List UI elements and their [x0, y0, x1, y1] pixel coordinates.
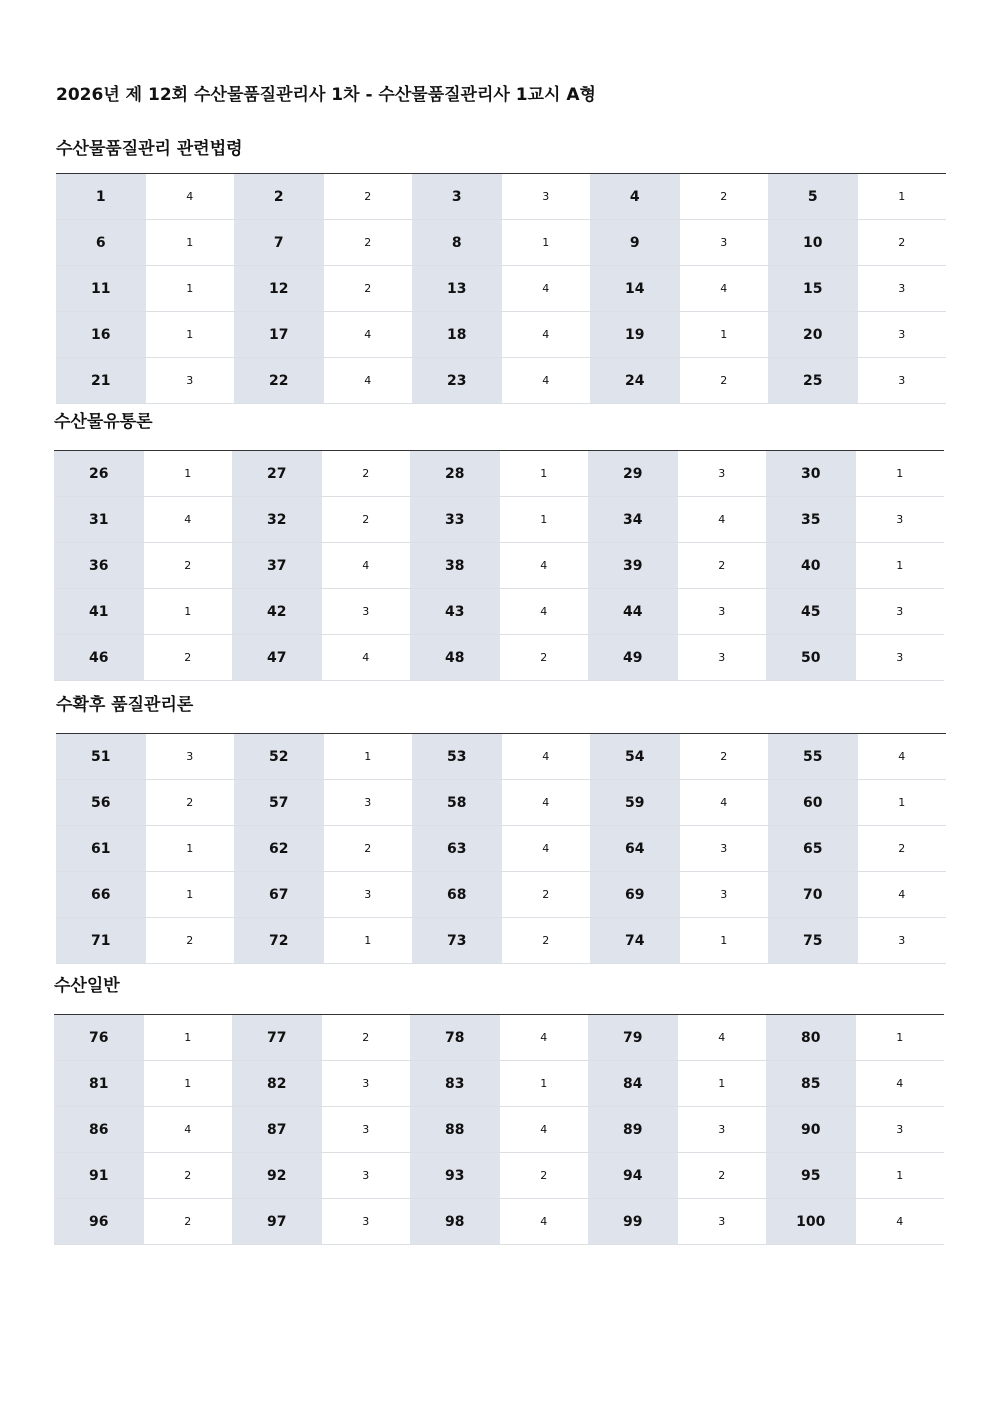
- answer-cell: 4: [500, 1199, 589, 1245]
- answer-cell: 2: [680, 358, 769, 404]
- question-number-cell: 98: [410, 1199, 500, 1245]
- table-row: [54, 635, 944, 681]
- question-number-cell: 42: [232, 589, 322, 635]
- question-number-cell: 66: [56, 872, 146, 918]
- answer-cell: 3: [680, 872, 769, 918]
- answer-cell: 1: [146, 872, 235, 918]
- table-row: [54, 1199, 944, 1245]
- question-number-cell: 83: [410, 1061, 500, 1107]
- question-number-cell: 31: [54, 497, 144, 543]
- question-number-cell: 49: [588, 635, 678, 681]
- question-number-cell: 12: [234, 266, 324, 312]
- answer-cell: 3: [146, 734, 235, 780]
- question-number-cell: 51: [56, 734, 146, 780]
- answer-cell: 2: [146, 780, 235, 826]
- question-number-cell: 33: [410, 497, 500, 543]
- question-number-cell: 61: [56, 826, 146, 872]
- question-number-cell: 20: [768, 312, 858, 358]
- answer-cell: 1: [500, 1061, 589, 1107]
- table-row: [56, 734, 946, 780]
- question-number-cell: 70: [768, 872, 858, 918]
- question-number-cell: 1: [56, 174, 146, 220]
- section-title: 수산물품질관리 관련법령: [56, 139, 243, 159]
- question-number-cell: 93: [410, 1153, 500, 1199]
- question-number-cell: 10: [768, 220, 858, 266]
- question-number-cell: 95: [766, 1153, 856, 1199]
- answer-cell: 2: [858, 220, 947, 266]
- table-row: [56, 358, 946, 404]
- question-number-cell: 24: [590, 358, 680, 404]
- question-number-cell: 21: [56, 358, 146, 404]
- question-number-cell: 100: [766, 1199, 856, 1245]
- answer-cell: 1: [146, 220, 235, 266]
- table-row: [56, 872, 946, 918]
- question-number-cell: 25: [768, 358, 858, 404]
- answer-cell: 3: [858, 312, 947, 358]
- answer-cell: 3: [678, 1199, 767, 1245]
- answer-cell: 4: [502, 358, 591, 404]
- table-row: [54, 543, 944, 589]
- answer-cell: 3: [322, 1153, 411, 1199]
- answer-cell: 3: [856, 635, 945, 681]
- answer-cell: 3: [856, 497, 945, 543]
- question-number-cell: 36: [54, 543, 144, 589]
- question-number-cell: 15: [768, 266, 858, 312]
- question-number-cell: 87: [232, 1107, 322, 1153]
- answer-cell: 4: [502, 734, 591, 780]
- question-number-cell: 17: [234, 312, 324, 358]
- answer-cell: 2: [502, 918, 591, 964]
- question-number-cell: 88: [410, 1107, 500, 1153]
- question-number-cell: 94: [588, 1153, 678, 1199]
- answer-cell: 1: [324, 734, 413, 780]
- answer-cell: 1: [502, 220, 591, 266]
- question-number-cell: 34: [588, 497, 678, 543]
- table-row: [56, 220, 946, 266]
- question-number-cell: 81: [54, 1061, 144, 1107]
- answer-cell: 3: [146, 358, 235, 404]
- answer-cell: 4: [502, 826, 591, 872]
- answer-cell: 3: [322, 1199, 411, 1245]
- question-number-cell: 74: [590, 918, 680, 964]
- question-number-cell: 13: [412, 266, 502, 312]
- question-number-cell: 92: [232, 1153, 322, 1199]
- answer-cell: 4: [856, 1061, 945, 1107]
- question-number-cell: 90: [766, 1107, 856, 1153]
- answer-cell: 3: [324, 780, 413, 826]
- answer-cell: 2: [500, 1153, 589, 1199]
- question-number-cell: 89: [588, 1107, 678, 1153]
- answer-cell: 4: [500, 543, 589, 589]
- question-number-cell: 63: [412, 826, 502, 872]
- answer-cell: 3: [322, 1107, 411, 1153]
- answer-cell: 3: [322, 589, 411, 635]
- question-number-cell: 99: [588, 1199, 678, 1245]
- question-number-cell: 18: [412, 312, 502, 358]
- table-row: [54, 589, 944, 635]
- table-row: [54, 1015, 944, 1061]
- question-number-cell: 39: [588, 543, 678, 589]
- answer-cell: 1: [146, 266, 235, 312]
- answer-cell: 3: [678, 1107, 767, 1153]
- answer-cell: 4: [500, 1015, 589, 1061]
- question-number-cell: 6: [56, 220, 146, 266]
- answer-cell: 2: [144, 635, 233, 681]
- question-number-cell: 9: [590, 220, 680, 266]
- question-number-cell: 8: [412, 220, 502, 266]
- answer-cell: 2: [500, 635, 589, 681]
- answer-cell: 1: [500, 497, 589, 543]
- section-title: 수산물유통론: [54, 412, 153, 432]
- answer-cell: 4: [324, 312, 413, 358]
- question-number-cell: 16: [56, 312, 146, 358]
- answer-cell: 3: [678, 589, 767, 635]
- answer-cell: 4: [678, 1015, 767, 1061]
- answer-cell: 1: [856, 451, 945, 497]
- question-number-cell: 43: [410, 589, 500, 635]
- answer-cell: 4: [322, 543, 411, 589]
- question-number-cell: 55: [768, 734, 858, 780]
- answer-cell: 3: [502, 174, 591, 220]
- answer-cell: 2: [324, 220, 413, 266]
- answer-cell: 2: [324, 266, 413, 312]
- answer-table: [54, 1014, 944, 1245]
- answer-cell: 4: [324, 358, 413, 404]
- answer-cell: 1: [858, 174, 947, 220]
- answer-cell: 3: [856, 1107, 945, 1153]
- question-number-cell: 2: [234, 174, 324, 220]
- answer-cell: 1: [680, 312, 769, 358]
- page-title: 2026년 제 12회 수산물품질관리사 1차 - 수산물품질관리사 1교시 A형: [56, 85, 596, 105]
- question-number-cell: 68: [412, 872, 502, 918]
- question-number-cell: 96: [54, 1199, 144, 1245]
- answer-cell: 2: [322, 451, 411, 497]
- question-number-cell: 44: [588, 589, 678, 635]
- answer-cell: 1: [856, 543, 945, 589]
- answer-cell: 4: [322, 635, 411, 681]
- question-number-cell: 65: [768, 826, 858, 872]
- answer-cell: 2: [144, 543, 233, 589]
- answer-cell: 3: [858, 358, 947, 404]
- question-number-cell: 32: [232, 497, 322, 543]
- question-number-cell: 85: [766, 1061, 856, 1107]
- answer-table: [56, 173, 946, 404]
- question-number-cell: 47: [232, 635, 322, 681]
- answer-cell: 2: [680, 734, 769, 780]
- question-number-cell: 23: [412, 358, 502, 404]
- table-row: [54, 497, 944, 543]
- section-title: 수산일반: [54, 976, 120, 996]
- answer-cell: 1: [144, 451, 233, 497]
- question-number-cell: 50: [766, 635, 856, 681]
- table-row: [56, 918, 946, 964]
- question-number-cell: 26: [54, 451, 144, 497]
- table-row: [54, 1107, 944, 1153]
- question-number-cell: 59: [590, 780, 680, 826]
- question-number-cell: 53: [412, 734, 502, 780]
- question-number-cell: 19: [590, 312, 680, 358]
- answer-cell: 2: [858, 826, 947, 872]
- answer-table: [56, 733, 946, 964]
- answer-cell: 2: [324, 826, 413, 872]
- question-number-cell: 40: [766, 543, 856, 589]
- question-number-cell: 52: [234, 734, 324, 780]
- answer-cell: 4: [500, 589, 589, 635]
- question-number-cell: 41: [54, 589, 144, 635]
- question-number-cell: 7: [234, 220, 324, 266]
- answer-cell: 3: [678, 635, 767, 681]
- answer-cell: 4: [856, 1199, 945, 1245]
- question-number-cell: 30: [766, 451, 856, 497]
- table-row: [56, 780, 946, 826]
- question-number-cell: 67: [234, 872, 324, 918]
- question-number-cell: 73: [412, 918, 502, 964]
- question-number-cell: 11: [56, 266, 146, 312]
- answer-cell: 3: [678, 451, 767, 497]
- question-number-cell: 46: [54, 635, 144, 681]
- question-number-cell: 5: [768, 174, 858, 220]
- question-number-cell: 97: [232, 1199, 322, 1245]
- question-number-cell: 79: [588, 1015, 678, 1061]
- question-number-cell: 14: [590, 266, 680, 312]
- answer-cell: 2: [678, 543, 767, 589]
- question-number-cell: 37: [232, 543, 322, 589]
- answer-cell: 4: [146, 174, 235, 220]
- answer-cell: 1: [858, 780, 947, 826]
- answer-cell: 3: [858, 266, 947, 312]
- answer-cell: 2: [144, 1199, 233, 1245]
- question-number-cell: 4: [590, 174, 680, 220]
- answer-cell: 1: [144, 1061, 233, 1107]
- answer-cell: 4: [858, 734, 947, 780]
- answer-cell: 4: [678, 497, 767, 543]
- answer-cell: 4: [680, 266, 769, 312]
- question-number-cell: 64: [590, 826, 680, 872]
- question-number-cell: 27: [232, 451, 322, 497]
- answer-cell: 2: [680, 174, 769, 220]
- table-row: [54, 451, 944, 497]
- question-number-cell: 69: [590, 872, 680, 918]
- answer-cell: 1: [324, 918, 413, 964]
- question-number-cell: 76: [54, 1015, 144, 1061]
- answer-cell: 1: [144, 1015, 233, 1061]
- answer-cell: 4: [502, 312, 591, 358]
- table-row: [56, 174, 946, 220]
- table-row: [56, 826, 946, 872]
- answer-cell: 2: [322, 497, 411, 543]
- question-number-cell: 72: [234, 918, 324, 964]
- question-number-cell: 58: [412, 780, 502, 826]
- question-number-cell: 84: [588, 1061, 678, 1107]
- answer-cell: 3: [680, 826, 769, 872]
- question-number-cell: 57: [234, 780, 324, 826]
- question-number-cell: 29: [588, 451, 678, 497]
- question-number-cell: 45: [766, 589, 856, 635]
- question-number-cell: 38: [410, 543, 500, 589]
- answer-cell: 2: [322, 1015, 411, 1061]
- question-number-cell: 77: [232, 1015, 322, 1061]
- answer-cell: 4: [502, 266, 591, 312]
- answer-cell: 2: [678, 1153, 767, 1199]
- question-number-cell: 78: [410, 1015, 500, 1061]
- answer-cell: 4: [144, 497, 233, 543]
- answer-cell: 1: [144, 589, 233, 635]
- question-number-cell: 35: [766, 497, 856, 543]
- answer-cell: 1: [146, 826, 235, 872]
- answer-cell: 4: [144, 1107, 233, 1153]
- answer-cell: 1: [856, 1015, 945, 1061]
- table-row: [56, 312, 946, 358]
- question-number-cell: 91: [54, 1153, 144, 1199]
- answer-cell: 3: [856, 589, 945, 635]
- answer-cell: 1: [856, 1153, 945, 1199]
- question-number-cell: 82: [232, 1061, 322, 1107]
- question-number-cell: 54: [590, 734, 680, 780]
- question-number-cell: 3: [412, 174, 502, 220]
- answer-cell: 3: [680, 220, 769, 266]
- question-number-cell: 22: [234, 358, 324, 404]
- answer-cell: 1: [680, 918, 769, 964]
- question-number-cell: 80: [766, 1015, 856, 1061]
- question-number-cell: 56: [56, 780, 146, 826]
- answer-cell: 1: [500, 451, 589, 497]
- question-number-cell: 62: [234, 826, 324, 872]
- answer-cell: 4: [858, 872, 947, 918]
- answer-cell: 3: [324, 872, 413, 918]
- answer-cell: 4: [680, 780, 769, 826]
- answer-cell: 2: [502, 872, 591, 918]
- answer-cell: 4: [500, 1107, 589, 1153]
- question-number-cell: 75: [768, 918, 858, 964]
- answer-cell: 3: [322, 1061, 411, 1107]
- answer-cell: 2: [146, 918, 235, 964]
- answer-cell: 2: [144, 1153, 233, 1199]
- answer-cell: 2: [324, 174, 413, 220]
- answer-cell: 1: [146, 312, 235, 358]
- answer-table: [54, 450, 944, 681]
- table-row: [54, 1061, 944, 1107]
- table-row: [56, 266, 946, 312]
- question-number-cell: 71: [56, 918, 146, 964]
- section-title: 수확후 품질관리론: [56, 695, 194, 715]
- answer-cell: 1: [678, 1061, 767, 1107]
- answer-cell: 4: [502, 780, 591, 826]
- question-number-cell: 48: [410, 635, 500, 681]
- question-number-cell: 28: [410, 451, 500, 497]
- question-number-cell: 60: [768, 780, 858, 826]
- table-row: [54, 1153, 944, 1199]
- question-number-cell: 86: [54, 1107, 144, 1153]
- answer-cell: 3: [858, 918, 947, 964]
